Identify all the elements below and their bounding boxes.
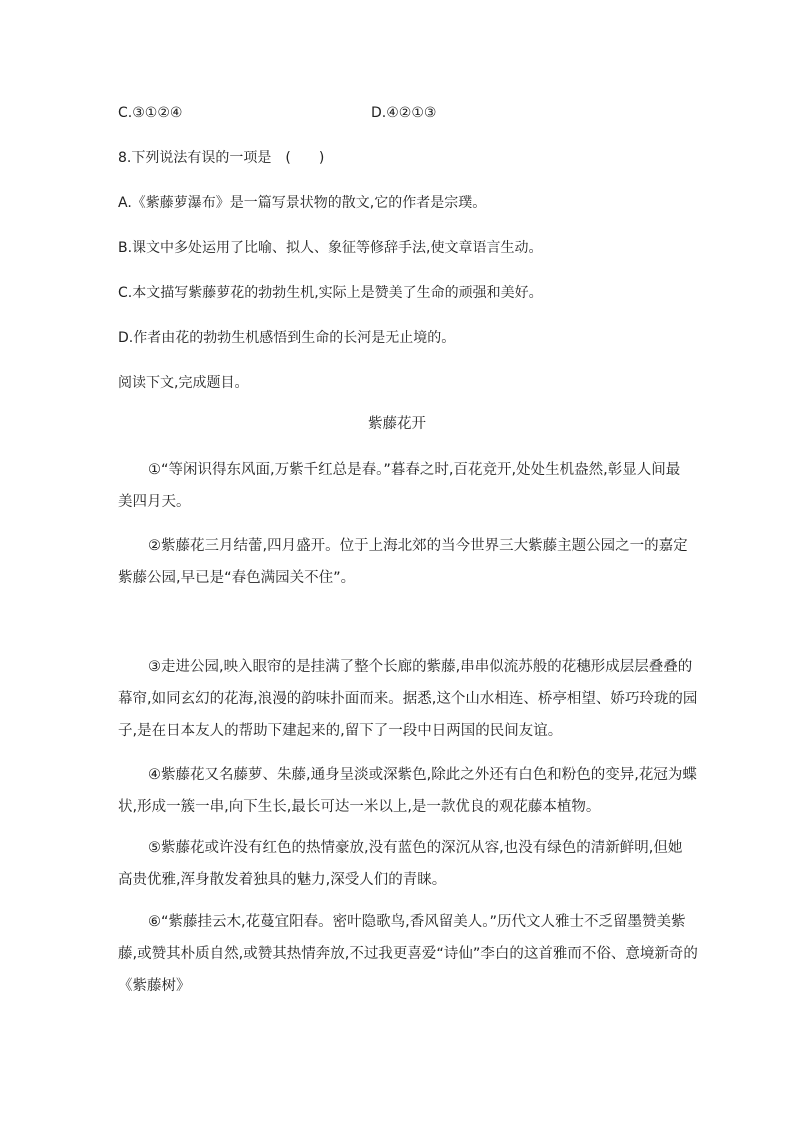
paragraph-line: ⑤紫藤花或许没有红色的热情豪放,没有蓝色的深沉从容,也没有绿色的清新鲜明,但她: [148, 840, 683, 856]
reading-instruction: 阅读下文,完成题目。: [118, 375, 249, 391]
article-paragraph-5: [118, 838, 683, 890]
paragraph-line: 美四月天。: [118, 494, 191, 510]
article-paragraph-1: [118, 460, 681, 512]
paragraph-line: 幕帘,如同玄幻的花海,浪漫的韵味扑面而来。据悉,这个山水相连、桥亭相望、娇巧玲珑的园: [118, 691, 698, 707]
paragraph-line: ④紫藤花又名藤萝、朱藤,通身呈淡或深紫色,除此之外还有白色和粉色的变异,花冠为蝶: [148, 767, 697, 783]
option-d-q7: D.④②①③: [371, 105, 437, 121]
question-8-option-a: A.《紫藤萝瀑布》是一篇写景状物的散文,它的作者是宗璞。: [118, 195, 487, 211]
article-title: 紫藤花开: [368, 416, 426, 432]
paragraph-line: 状,形成一簇一串,向下生长,最长可达一米以上,是一款优良的观花藤本植物。: [118, 799, 601, 815]
option-c-q7: C.③①②④: [118, 105, 183, 121]
article-paragraph-4: [118, 765, 697, 817]
question-8-option-d: D.作者由花的勃勃生机感悟到生命的长河是无止境的。: [118, 330, 456, 346]
article-paragraph-2: [118, 536, 688, 588]
paragraph-line: 紫藤公园,早已是“春色满园关不住”。: [118, 570, 356, 586]
question-8-stem: 8.下列说法有误的一项是 ( ): [118, 150, 325, 166]
paragraph-line: 《紫藤树》: [118, 978, 191, 994]
article-paragraph-3: [118, 657, 698, 741]
question-8-option-c: C.本文描写紫藤萝花的勃勃生机,实际上是赞美了生命的顽强和美好。: [118, 285, 543, 301]
paragraph-line: 子,是在日本友人的帮助下建起来的,留下了一段中日两国的民间友谊。: [118, 723, 563, 739]
paragraph-line: ③走进公园,映入眼帘的是挂满了整个长廊的紫藤,串串似流苏般的花穗形成层层叠叠的: [148, 659, 693, 675]
paragraph-line: 藤,或赞其朴质自然,或赞其热情奔放,不过我更喜爱“诗仙”李白的这首雅而不俗、意境新奇的: [118, 946, 698, 962]
paragraph-line: 高贵优雅,浑身散发着独具的魅力,深受人们的青睐。: [118, 872, 447, 888]
paragraph-line: ②紫藤花三月结蕾,四月盛开。位于上海北郊的当今世界三大紫藤主题公园之一的嘉定: [148, 538, 688, 554]
article-paragraph-6: [118, 912, 698, 996]
question-8-option-b: B.课文中多处运用了比喻、拟人、象征等修辞手法,使文章语言生动。: [118, 240, 543, 256]
paragraph-line: ⑥“紫藤挂云木,花蔓宜阳春。密叶隐歌鸟,香风留美人。”历代文人雅士不乏留墨赞美紫: [148, 914, 686, 930]
paragraph-line: ①“等闲识得东风面,万紫千红总是春。”暮春之时,百花竞开,处处生机盎然,彰显人间最: [148, 462, 681, 478]
